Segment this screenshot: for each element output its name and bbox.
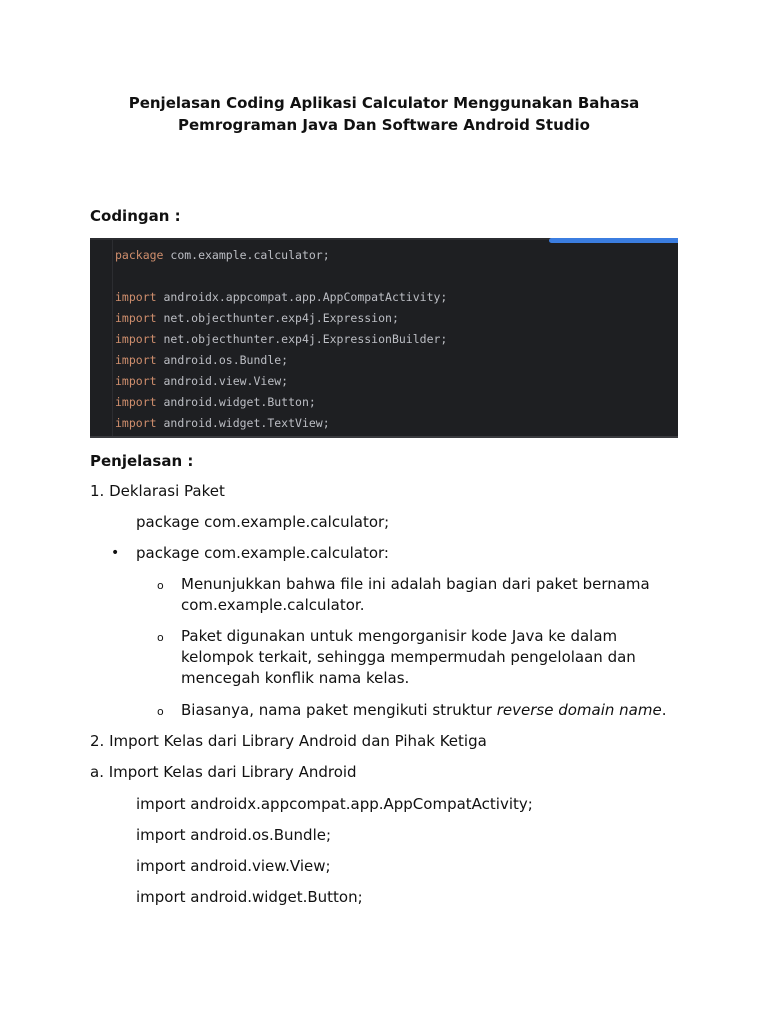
import-path: net.objecthunter.exp4j.Expression;: [156, 311, 399, 325]
package-name: com.example.calculator;: [163, 248, 330, 262]
import-keyword: import: [115, 416, 157, 430]
import-line: import androidx.appcompat.app.AppCompatActivity;: [136, 795, 533, 813]
code-line-package: [115, 248, 330, 262]
code-line-import: [115, 290, 447, 304]
code-gutter: [112, 238, 113, 436]
horizontal-scrollbar[interactable]: [549, 238, 678, 243]
title-line-1: Penjelasan Coding Aplikasi Calculator Menggunakan Bahasa: [128, 94, 640, 112]
import-path: android.widget.Button;: [156, 395, 316, 409]
sub-bullet-icon: o: [157, 705, 164, 718]
import-path: net.objecthunter.exp4j.ExpressionBuilder;: [156, 332, 448, 346]
import-keyword: import: [115, 332, 157, 346]
sub-bullet-icon: o: [157, 579, 164, 592]
import-path: androidx.appcompat.app.AppCompatActivity;: [156, 290, 448, 304]
import-line: import android.view.View;: [136, 857, 331, 875]
bullet-dot-icon: •: [111, 545, 120, 561]
import-line: import android.widget.Button;: [136, 888, 363, 906]
import-path: android.widget.TextView;: [156, 416, 330, 430]
sub-point-3-text: Biasanya, nama paket mengikuti struktur: [181, 701, 497, 719]
code-line-import: [115, 374, 288, 388]
code-line-import: [115, 311, 399, 325]
sub-point-3-end: .: [661, 701, 667, 719]
section-2-title: 2. Import Kelas dari Library Android dan Pihak Ketiga: [90, 732, 487, 750]
code-line-import: [115, 332, 447, 346]
import-keyword: import: [115, 374, 157, 388]
section-1-title: 1. Deklarasi Paket: [90, 482, 225, 500]
section-1-code-line: package com.example.calculator;: [136, 513, 390, 531]
import-keyword: import: [115, 290, 157, 304]
import-line: import android.os.Bundle;: [136, 826, 332, 844]
code-line-import: [115, 395, 316, 409]
code-screenshot: [90, 238, 678, 438]
import-path: android.os.Bundle;: [156, 353, 289, 367]
document-title: [90, 92, 678, 136]
code-line-import: [115, 416, 330, 430]
penjelasan-heading: Penjelasan :: [90, 452, 194, 470]
package-keyword: package: [115, 248, 164, 262]
code-line-import: [115, 353, 288, 367]
import-keyword: import: [115, 395, 157, 409]
sub-point-3: [181, 700, 681, 721]
import-path: android.view.View;: [156, 374, 289, 388]
import-keyword: import: [115, 311, 157, 325]
sub-point-1-line-2: com.example.calculator.: [181, 596, 365, 614]
sub-point-1: [181, 574, 681, 616]
sub-point-1-line-1: Menunjukkan bahwa file ini adalah bagian dari paket bernama: [181, 575, 650, 593]
codingan-heading: Codingan :: [90, 207, 181, 225]
sub-point-2-line-1: Paket digunakan untuk mengorganisir kode Java ke dalam: [181, 627, 618, 645]
sub-point-2-line-3: mencegah konflik nama kelas.: [181, 669, 410, 687]
import-keyword: import: [115, 353, 157, 367]
title-line-2: Pemrograman Java Dan Software Android Studio: [178, 116, 590, 134]
sub-point-2-line-2: kelompok terkait, sehingga mempermudah pengelolaan dan: [181, 648, 636, 666]
sub-point-3-italic: reverse domain name: [496, 701, 662, 719]
section-1-bullet: package com.example.calculator:: [136, 544, 389, 562]
section-2a-title: a. Import Kelas dari Library Android: [90, 763, 357, 781]
sub-bullet-icon: o: [157, 631, 164, 644]
sub-point-2: [181, 626, 681, 689]
